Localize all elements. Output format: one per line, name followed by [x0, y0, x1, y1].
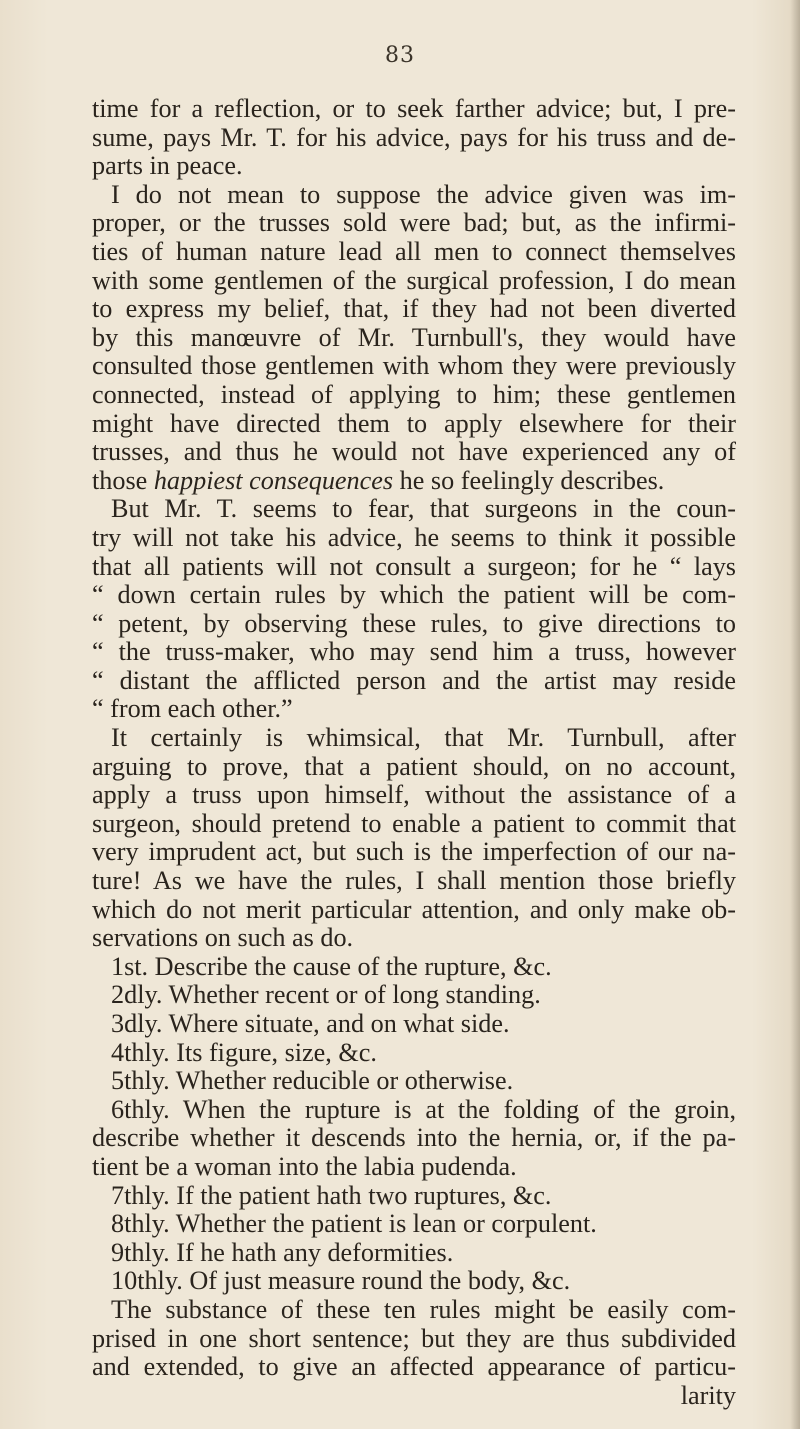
text-line: 5thly. Whether reducible or otherwise.: [111, 1066, 514, 1096]
text-line: to express my belief, that, if they had not been diverted: [92, 294, 736, 324]
text-line: tient be a woman into the labia pudenda.: [92, 1151, 517, 1181]
text-line: consulted those gentlemen with whom they were previously: [92, 351, 736, 381]
text-line: might have directed them to apply elsewhere for their: [92, 408, 736, 438]
text-line: that all patients will not consult a surgeon; for he “ lays: [92, 551, 736, 581]
text-line: “ the truss-maker, who may send him a truss, however: [92, 637, 736, 667]
text-line: those happiest consequences he so feelingly describes.: [92, 465, 665, 495]
text-line: I do not mean to suppose the advice given was im-: [111, 179, 736, 209]
text-line: describe whether it descends into the hernia, or, if the pa-: [92, 1123, 736, 1153]
text-line: proper, or the trusses sold were bad; but, as the infirmi-: [92, 208, 736, 238]
text-line: and extended, to give an affected appearance of particu-: [92, 1352, 736, 1382]
text-line: “ from each other.”: [92, 694, 293, 724]
text-line: larity: [680, 1380, 736, 1410]
text-line: arguing to prove, that a patient should, on no account,: [92, 751, 736, 781]
text-line: ture! As we have the rules, I shall mention those briefly: [92, 866, 736, 896]
text-line: very imprudent act, but such is the imperfection of our na-: [92, 837, 736, 867]
text-line: 4thly. Its figure, size, &c.: [111, 1037, 377, 1067]
text-line: “ distant the afflicted person and the artist may reside: [92, 665, 736, 695]
body-text: [92, 95, 736, 1410]
text-line: sume, pays Mr. T. for his advice, pays for his truss and de-: [92, 122, 736, 152]
text-line: trusses, and thus he would not have experienced any of: [92, 437, 736, 467]
text-line: 7thly. If the patient hath two ruptures, &c.: [111, 1180, 552, 1210]
text-line: by this manœuvre of Mr. Turnbull's, they would have: [92, 322, 736, 352]
text-line: 6thly. When the rupture is at the folding of the groin,: [111, 1094, 736, 1124]
text-line: which do not merit particular attention, and only make ob-: [92, 894, 736, 924]
text-line: apply a truss upon himself, without the assistance of a: [92, 780, 736, 810]
text-line: ties of human nature lead all men to connect themselves: [92, 236, 736, 266]
text-line: surgeon, should pretend to enable a patient to commit that: [92, 808, 736, 838]
text-line: 8thly. Whether the patient is lean or corpulent.: [111, 1209, 597, 1239]
page-number: 83: [385, 43, 415, 68]
text-line: It certainly is whimsical, that Mr. Turnbull, after: [111, 723, 736, 753]
text-line: parts in peace.: [92, 151, 243, 181]
text-line: “ petent, by observing these rules, to give directions to: [92, 608, 736, 638]
text-line: connected, instead of applying to him; these gentlemen: [92, 379, 736, 409]
text-line: try will not take his advice, he seems to think it possible: [92, 522, 736, 552]
text-line: The substance of these ten rules might be easily com-: [111, 1294, 736, 1324]
page-edge-shadow: [790, 0, 800, 1429]
text-line: 1st. Describe the cause of the rupture, &c.: [111, 951, 552, 981]
text-line: 3dly. Where situate, and on what side.: [111, 1009, 510, 1038]
text-line: with some gentlemen of the surgical profession, I do mean: [92, 265, 736, 295]
text-line: prised in one short sentence; but they are thus subdivided: [92, 1323, 736, 1353]
text-line: 10thly. Of just measure round the body, &c.: [111, 1266, 571, 1296]
italic-phrase: happiest consequences: [153, 465, 394, 495]
text-line: 9thly. If he hath any deformities.: [111, 1237, 454, 1267]
text-line: 2dly. Whether recent or of long standing.: [111, 980, 541, 1010]
text-line: time for a reflection, or to seek farther advice; but, I pre-: [92, 94, 736, 123]
text-line: “ down certain rules by which the patient will be com-: [92, 580, 736, 610]
text-line: But Mr. T. seems to fear, that surgeons in the coun-: [111, 494, 736, 524]
text-line: servations on such as do.: [92, 923, 354, 953]
